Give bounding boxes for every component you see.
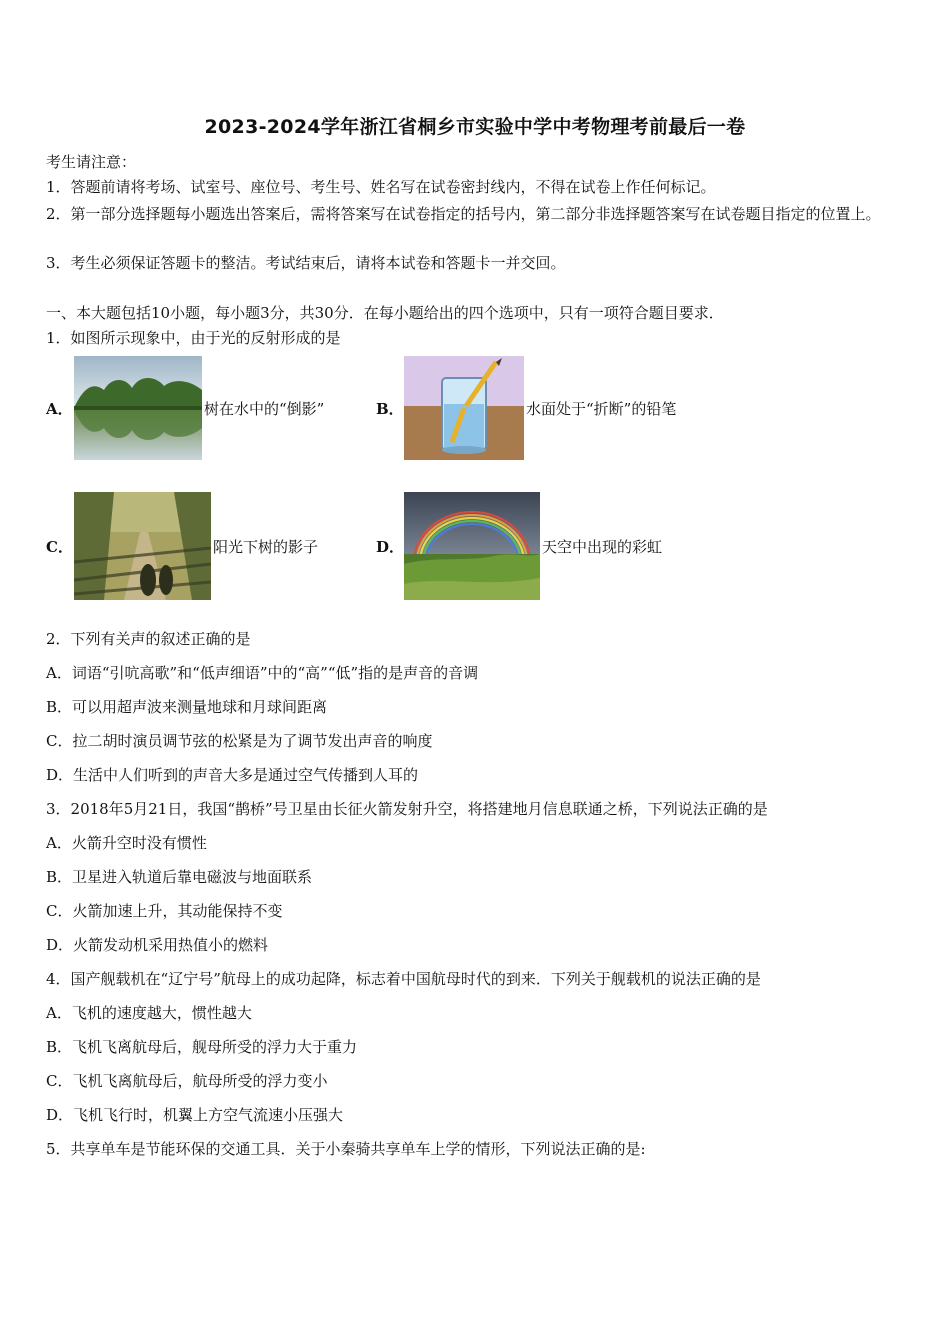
option-label: C． xyxy=(46,537,73,556)
option-label: A． xyxy=(46,399,73,418)
pencil-in-water-image xyxy=(404,356,524,460)
option-label: B． xyxy=(376,399,404,418)
q4-stem: 4．国产舰载机在“辽宁号”航母上的成功起降，标志着中国航母时代的到来．下列关于舰载机的说法正确的是 xyxy=(46,970,761,988)
q1-option-b[interactable] xyxy=(376,356,676,460)
q2-option-b[interactable]: B．可以用超声波来测量地球和月球间距离 xyxy=(46,698,328,716)
option-caption: 水面处于“折断”的铅笔 xyxy=(526,399,677,418)
option-caption: 阳光下树的影子 xyxy=(213,537,319,556)
q5-stem: 5．共享单车是节能环保的交通工具．关于小秦骑共享单车上学的情形，下列说法正确的是: xyxy=(46,1140,646,1158)
option-label: D． xyxy=(376,537,405,556)
q4-option-a[interactable]: A．飞机的速度越大，惯性越大 xyxy=(46,1004,252,1022)
option-caption: 树在水中的“倒影” xyxy=(204,399,325,418)
option-caption: 天空中出现的彩虹 xyxy=(542,537,663,556)
section-heading: 一、本大题包括10小题，每小题3分，共30分．在每小题给出的四个选项中，只有一项符合题目要求． xyxy=(46,304,724,322)
q1-stem: 1．如图所示现象中，由于光的反射形成的是 xyxy=(46,329,341,347)
q4-option-d[interactable]: D．飞机飞行时，机翼上方空气流速小压强大 xyxy=(46,1106,344,1124)
q4-option-b[interactable]: B．飞机飞离航母后，舰母所受的浮力大于重力 xyxy=(46,1038,358,1056)
q3-option-b[interactable]: B．卫星进入轨道后靠电磁波与地面联系 xyxy=(46,868,313,886)
notice-item-3: 3．考生必须保证答题卡的整洁。考试结束后，请将本试卷和答题卡一并交回。 xyxy=(46,254,566,272)
page-title: 2023-2024学年浙江省桐乡市实验中学中考物理考前最后一卷 xyxy=(204,116,746,138)
q2-option-a[interactable]: A．词语“引吭高歌”和“低声细语”中的“高”“低”指的是声音的音调 xyxy=(46,664,479,682)
q2-option-d[interactable]: D．生活中人们听到的声音大多是通过空气传播到人耳的 xyxy=(46,766,419,784)
q4-option-c[interactable]: C．飞机飞离航母后，航母所受的浮力变小 xyxy=(46,1072,328,1090)
notice-item-2: 2．第一部分选择题每小题选出答案后，需将答案写在试卷指定的括号内，第二部分非选择题答案写在试卷题目指定的位置上。 xyxy=(46,205,881,223)
q3-option-c[interactable]: C．火箭加速上升，其动能保持不变 xyxy=(46,902,283,920)
notice-heading: 考生请注意： xyxy=(46,153,137,171)
q3-option-d[interactable]: D．火箭发动机采用热值小的燃料 xyxy=(46,936,269,954)
q2-stem: 2．下列有关声的叙述正确的是 xyxy=(46,630,251,648)
rainbow-image xyxy=(404,492,540,600)
q1-option-c[interactable] xyxy=(46,492,318,600)
q3-stem: 3．2018年5月21日，我国“鹊桥”号卫星由长征火箭发射升空，将搭建地月信息联通之桥，下列说法正确的是 xyxy=(46,800,768,818)
q1-option-a[interactable] xyxy=(46,356,324,460)
q2-option-c[interactable]: C．拉二胡时演员调节弦的松紧是为了调节发出声音的响度 xyxy=(46,732,433,750)
tree-reflection-image xyxy=(74,356,202,460)
q1-option-d[interactable] xyxy=(376,492,662,600)
notice-item-1: 1．答题前请将考场、试室号、座位号、考生号、姓名写在试卷密封线内，不得在试卷上作任何标记。 xyxy=(46,178,716,196)
q3-option-a[interactable]: A．火箭升空时没有惯性 xyxy=(46,834,207,852)
tree-shadow-image xyxy=(74,492,211,600)
